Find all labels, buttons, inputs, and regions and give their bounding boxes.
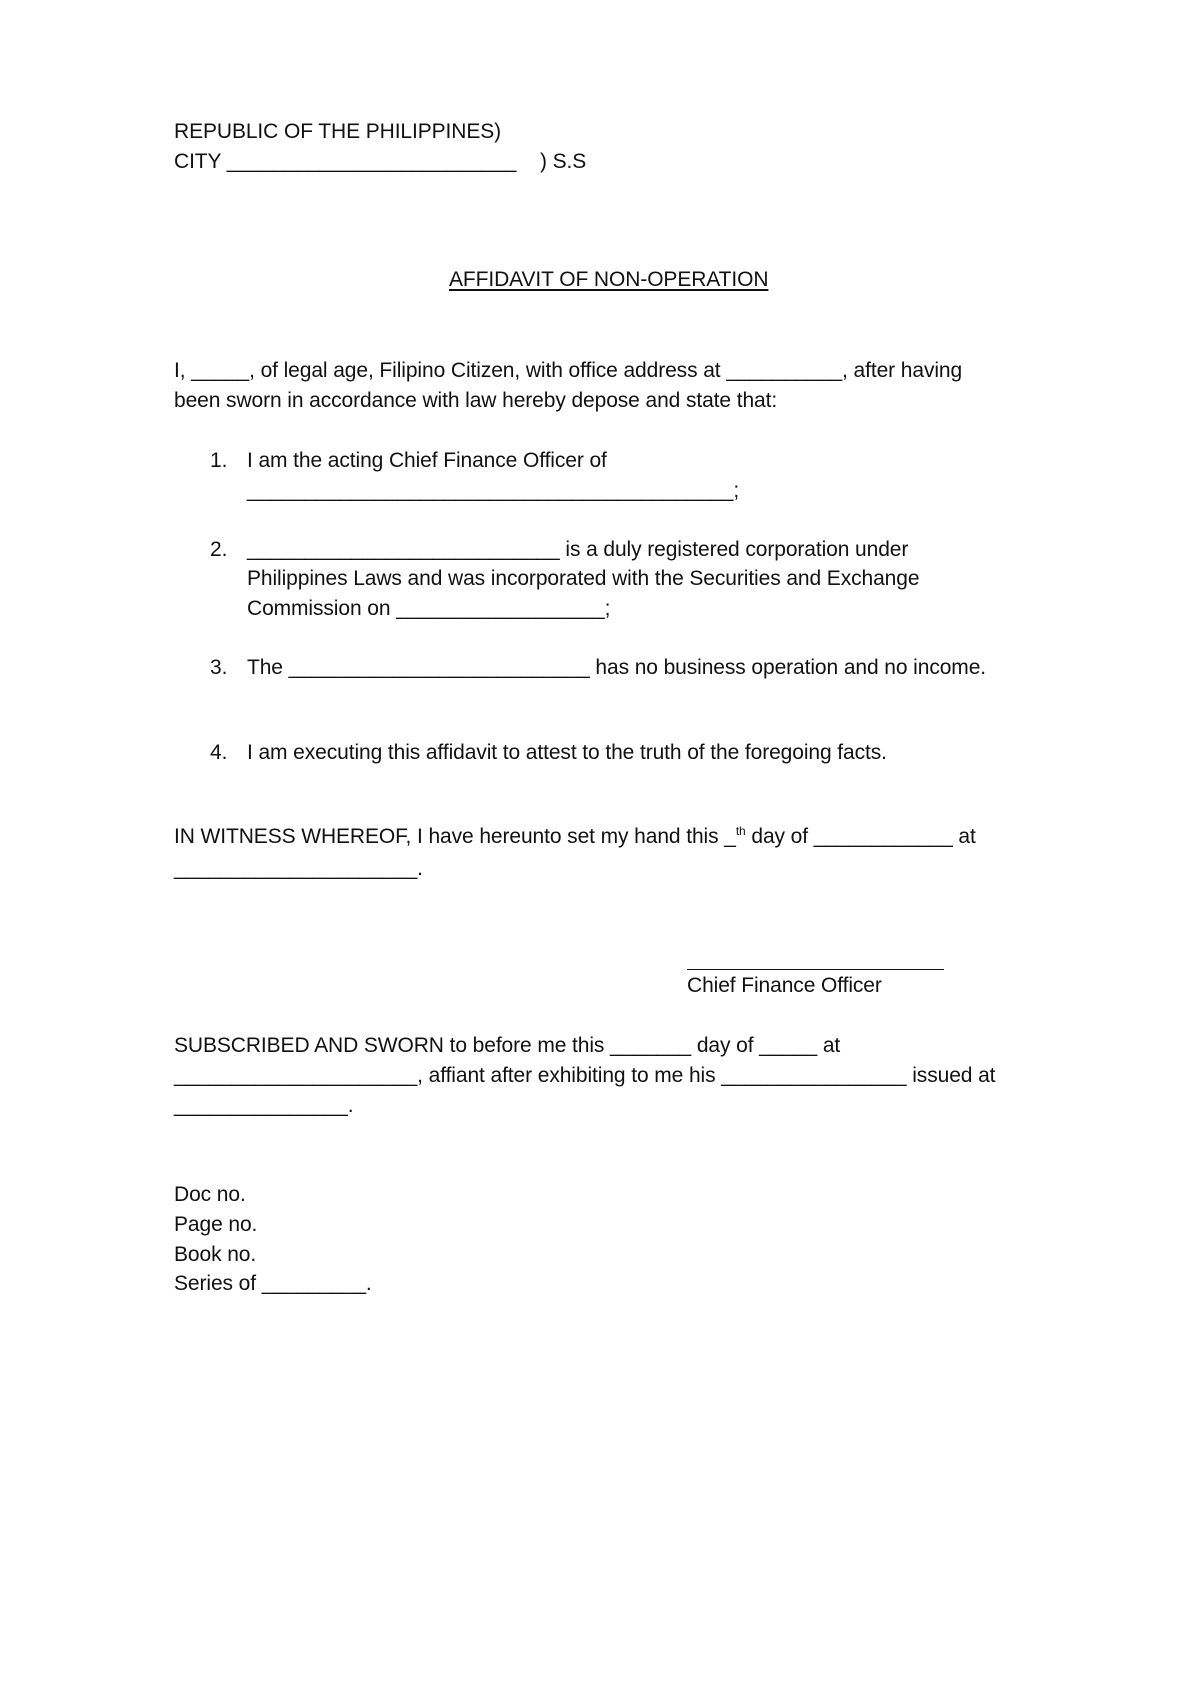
notarial-doc-no: Doc no. (174, 1183, 246, 1206)
item-4-line-1: I am executing this affidavit to attest to the truth of the foregoing facts. (247, 741, 887, 764)
signature-line (687, 969, 944, 970)
item-2-line-2: Philippines Laws and was incorporated with the Securities and Exchange (247, 567, 920, 590)
intro-line-2: been sworn in accordance with law hereby depose and state that: (174, 389, 778, 412)
intro-line-1: I, _____, of legal age, Filipino Citizen, with office address at __________, after having (174, 359, 963, 382)
subscribed-line-2: _____________________, affiant after exhibiting to me his ________________ issued at (174, 1064, 996, 1087)
venue-republic: REPUBLIC OF THE PHILIPPINES) (174, 120, 502, 143)
venue-ss: ) S.S (540, 150, 587, 173)
venue-city: CITY _________________________ (174, 150, 517, 173)
witness-line-1 (174, 822, 976, 852)
witness-line-2: _____________________. (174, 857, 423, 880)
witness-text-before: IN WITNESS WHEREOF, I have hereunto set my hand this _ (174, 825, 736, 848)
item-number: 2. (210, 538, 228, 561)
item-3-line-1: The __________________________ has no business operation and no income. (247, 656, 987, 679)
subscribed-line-3: _______________. (174, 1094, 354, 1117)
item-1-line-1: I am the acting Chief Finance Officer of (247, 449, 607, 472)
subscribed-line-1: SUBSCRIBED AND SWORN to before me this _______ day of _____ at (174, 1034, 841, 1057)
item-number: 4. (210, 741, 228, 764)
item-2-line-3: Commission on __________________; (247, 597, 611, 620)
notarial-page-no: Page no. (174, 1213, 258, 1236)
witness-text-after: day of ____________ at (745, 825, 976, 848)
witness-ordinal-suffix: th (735, 824, 746, 838)
notarial-book-no: Book no. (174, 1243, 257, 1266)
notarial-series: Series of _________. (174, 1272, 372, 1295)
document-title: AFFIDAVIT OF NON-OPERATION (449, 268, 769, 291)
signature-title: Chief Finance Officer (687, 974, 882, 997)
item-1-line-2: __________________________________________; (247, 479, 740, 502)
item-number: 3. (210, 656, 228, 679)
item-2-line-1: ___________________________ is a duly registered corporation under (247, 538, 909, 561)
item-number: 1. (210, 449, 228, 472)
